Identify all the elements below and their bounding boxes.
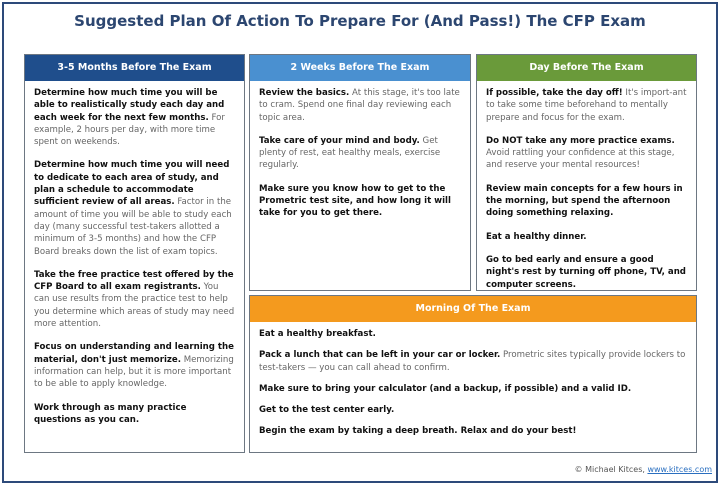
- tip-item: [259, 183, 461, 220]
- tip-heading: Work through as many practice questions as you can.: [34, 402, 187, 425]
- section-body: [250, 322, 696, 438]
- tip-heading: Get to the test center early.: [259, 405, 395, 416]
- tip-item: [34, 341, 235, 390]
- section-header: Morning Of The Exam: [250, 296, 696, 322]
- tip-heading: Review main concepts for a few hours in the morning, but spend the afternoon doing something relaxing.: [486, 183, 683, 219]
- tip-item: [486, 231, 687, 243]
- tip-item: [34, 269, 235, 330]
- tip-item: [259, 349, 687, 374]
- section-2-weeks: [249, 54, 471, 291]
- tip-heading: Eat a healthy breakfast.: [259, 329, 376, 339]
- tip-item: [34, 402, 235, 427]
- section-header: 2 Weeks Before The Exam: [250, 55, 470, 81]
- section-body: [250, 81, 470, 220]
- tip-heading: Focus on understanding and learning the material, don't just memorize.: [34, 342, 234, 365]
- tip-item: [486, 135, 687, 172]
- tip-item: [34, 159, 235, 257]
- tip-detail: It's import-ant to take some time beforehand to mentally prepare and focus for the exam.: [486, 88, 687, 123]
- tip-heading: Review the basics.: [259, 88, 350, 98]
- tip-detail: Memorizing information can help, but it is more important to be able to apply knowledge.: [34, 354, 234, 390]
- tip-item: [259, 328, 687, 340]
- tip-heading: Determine how much time you will need to dedicate to each area of study, and plan a schedule to accommodate sufficient review of all areas.: [34, 160, 230, 208]
- tip-item: [259, 383, 687, 395]
- section-morning-of: [249, 295, 697, 453]
- tip-item: [259, 425, 687, 437]
- tip-heading: If possible, take the day off!: [486, 88, 623, 98]
- section-header: 3-5 Months Before The Exam: [25, 55, 244, 81]
- section-body: [477, 81, 696, 291]
- tip-item: [259, 135, 461, 172]
- tip-heading: Make sure you know how to get to the Prometric test site, and how long it will take for you to get there.: [259, 183, 451, 219]
- copyright-text: © Michael Kitces,: [574, 465, 648, 474]
- tip-item: [486, 183, 687, 220]
- tip-heading: Make sure to bring your calculator (and a backup, if possible) and a valid ID.: [259, 383, 632, 394]
- section-day-before: [476, 54, 697, 291]
- tip-heading: Determine how much time you will be able to realistically study each day and each week for the next few months.: [34, 88, 225, 123]
- section-header: Day Before The Exam: [477, 55, 696, 81]
- page-title: Suggested Plan Of Action To Prepare For (And Pass!) The CFP Exam: [74, 12, 646, 30]
- tip-detail: Get plenty of rest, eat healthy meals, exercise regularly.: [259, 135, 441, 171]
- tip-item: [486, 254, 687, 291]
- tip-heading: Take the free practice test offered by the CFP Board to all exam registrants.: [34, 269, 234, 293]
- tip-detail: For example, 2 hours per day, with more time spent on weekends.: [34, 112, 225, 148]
- tip-detail: You can use results from the practice test to help you determine which areas of study may need more attention.: [34, 282, 235, 330]
- section-body: [25, 81, 244, 426]
- tip-heading: Eat a healthy dinner.: [486, 231, 587, 242]
- tip-heading: Pack a lunch that can be left in your car or locker.: [259, 350, 501, 361]
- tip-heading: Do NOT take any more practice exams.: [486, 135, 675, 146]
- tip-detail: Factor in the amount of time you will be able to study each day (many successful test-takers allotted a minimum of 3-5 months) and how the CFP Board breaks down the list of exam topics.: [34, 197, 232, 257]
- tip-item: [259, 404, 687, 416]
- tip-heading: Begin the exam by taking a deep breath. Relax and do your best!: [259, 426, 577, 437]
- tip-detail: Prometric sites typically provide lockers to test-takers — you can call ahead to confirm.: [259, 350, 686, 373]
- tip-item: [259, 87, 461, 124]
- tip-detail: Avoid rattling your confidence at this stage, and reserve your mental resources!: [486, 148, 675, 171]
- tip-heading: Go to bed early and ensure a good night's rest by turning off phone, TV, and computer screens.: [486, 254, 686, 290]
- footer-credit: [575, 465, 712, 474]
- kitces-link[interactable]: www.kitces.com: [647, 465, 712, 474]
- tip-item: [34, 87, 235, 148]
- tip-item: [486, 87, 687, 124]
- tip-heading: Take care of your mind and body.: [259, 135, 420, 146]
- section-3-5-months: [24, 54, 245, 453]
- tip-detail: At this stage, it's too late to cram. Spend one final day reviewing each topic area.: [259, 88, 460, 123]
